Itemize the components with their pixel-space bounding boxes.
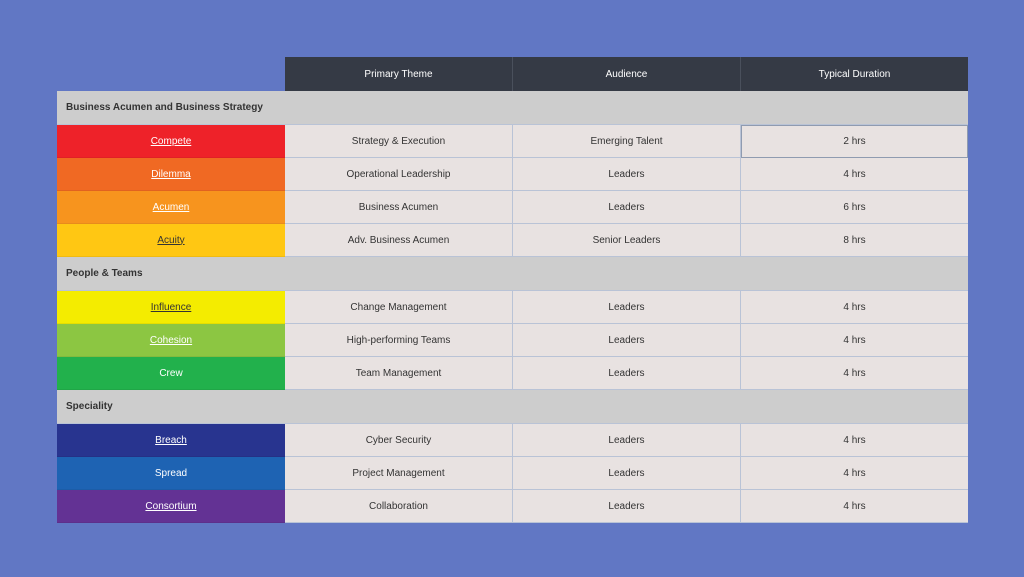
program-link-acuity[interactable]: Acuity bbox=[157, 234, 185, 246]
audience-cell: Leaders bbox=[513, 490, 741, 523]
table-row bbox=[57, 224, 968, 257]
primary-theme-cell: Strategy & Execution bbox=[285, 125, 513, 158]
program-name-cell[interactable] bbox=[57, 291, 285, 324]
audience-cell: Leaders bbox=[513, 291, 741, 324]
header-typical-duration: Typical Duration bbox=[741, 57, 968, 91]
program-name-cell bbox=[57, 357, 285, 390]
program-name-cell[interactable] bbox=[57, 158, 285, 191]
audience-cell: Leaders bbox=[513, 158, 741, 191]
duration-cell: 6 hrs bbox=[741, 191, 968, 224]
section-title: Business Acumen and Business Strategy bbox=[66, 102, 263, 113]
table-row bbox=[57, 457, 968, 490]
table-row bbox=[57, 424, 968, 457]
audience-cell: Leaders bbox=[513, 191, 741, 224]
programs-table bbox=[57, 57, 968, 523]
duration-cell: 4 hrs bbox=[741, 158, 968, 191]
section-header bbox=[57, 91, 968, 125]
section-header bbox=[57, 390, 968, 424]
header-audience: Audience bbox=[513, 57, 741, 91]
program-name-cell bbox=[57, 457, 285, 490]
primary-theme-cell: Operational Leadership bbox=[285, 158, 513, 191]
audience-cell: Emerging Talent bbox=[513, 125, 741, 158]
table-row bbox=[57, 191, 968, 224]
table-row bbox=[57, 324, 968, 357]
header-blank-cell bbox=[57, 57, 285, 91]
program-name-spread: Spread bbox=[154, 467, 188, 479]
primary-theme-cell: Business Acumen bbox=[285, 191, 513, 224]
table-row bbox=[57, 125, 968, 158]
program-link-consortium[interactable]: Consortium bbox=[145, 500, 197, 512]
section-title: People & Teams bbox=[66, 268, 143, 279]
table-row bbox=[57, 490, 968, 523]
header-primary-theme: Primary Theme bbox=[285, 57, 513, 91]
program-link-influence[interactable]: Influence bbox=[150, 301, 192, 313]
program-name-cell[interactable] bbox=[57, 424, 285, 457]
program-name-cell[interactable] bbox=[57, 125, 285, 158]
duration-cell: 4 hrs bbox=[741, 424, 968, 457]
primary-theme-cell: Adv. Business Acumen bbox=[285, 224, 513, 257]
duration-cell: 4 hrs bbox=[741, 291, 968, 324]
primary-theme-cell: Change Management bbox=[285, 291, 513, 324]
duration-cell: 4 hrs bbox=[741, 457, 968, 490]
duration-cell: 4 hrs bbox=[741, 490, 968, 523]
program-name-crew: Crew bbox=[159, 367, 183, 379]
section-header bbox=[57, 257, 968, 291]
program-name-cell[interactable] bbox=[57, 191, 285, 224]
table-header-row bbox=[57, 57, 968, 91]
table-row bbox=[57, 357, 968, 390]
program-name-cell[interactable] bbox=[57, 224, 285, 257]
table-row bbox=[57, 158, 968, 191]
section-title: Speciality bbox=[66, 401, 113, 412]
primary-theme-cell: High-performing Teams bbox=[285, 324, 513, 357]
program-link-cohesion[interactable]: Cohesion bbox=[149, 334, 193, 346]
audience-cell: Senior Leaders bbox=[513, 224, 741, 257]
program-link-breach[interactable]: Breach bbox=[155, 434, 187, 446]
primary-theme-cell: Project Management bbox=[285, 457, 513, 490]
primary-theme-cell: Collaboration bbox=[285, 490, 513, 523]
program-name-cell[interactable] bbox=[57, 324, 285, 357]
program-name-cell[interactable] bbox=[57, 490, 285, 523]
table-row bbox=[57, 291, 968, 324]
duration-cell: 4 hrs bbox=[741, 324, 968, 357]
program-link-acumen[interactable]: Acumen bbox=[152, 201, 190, 213]
primary-theme-cell: Cyber Security bbox=[285, 424, 513, 457]
duration-cell[interactable]: 2 hrs bbox=[741, 125, 968, 158]
program-link-dilemma[interactable]: Dilemma bbox=[151, 168, 191, 180]
audience-cell: Leaders bbox=[513, 357, 741, 390]
audience-cell: Leaders bbox=[513, 324, 741, 357]
duration-cell: 8 hrs bbox=[741, 224, 968, 257]
program-link-compete[interactable]: Compete bbox=[150, 135, 192, 147]
audience-cell: Leaders bbox=[513, 424, 741, 457]
primary-theme-cell: Team Management bbox=[285, 357, 513, 390]
duration-cell: 4 hrs bbox=[741, 357, 968, 390]
audience-cell: Leaders bbox=[513, 457, 741, 490]
